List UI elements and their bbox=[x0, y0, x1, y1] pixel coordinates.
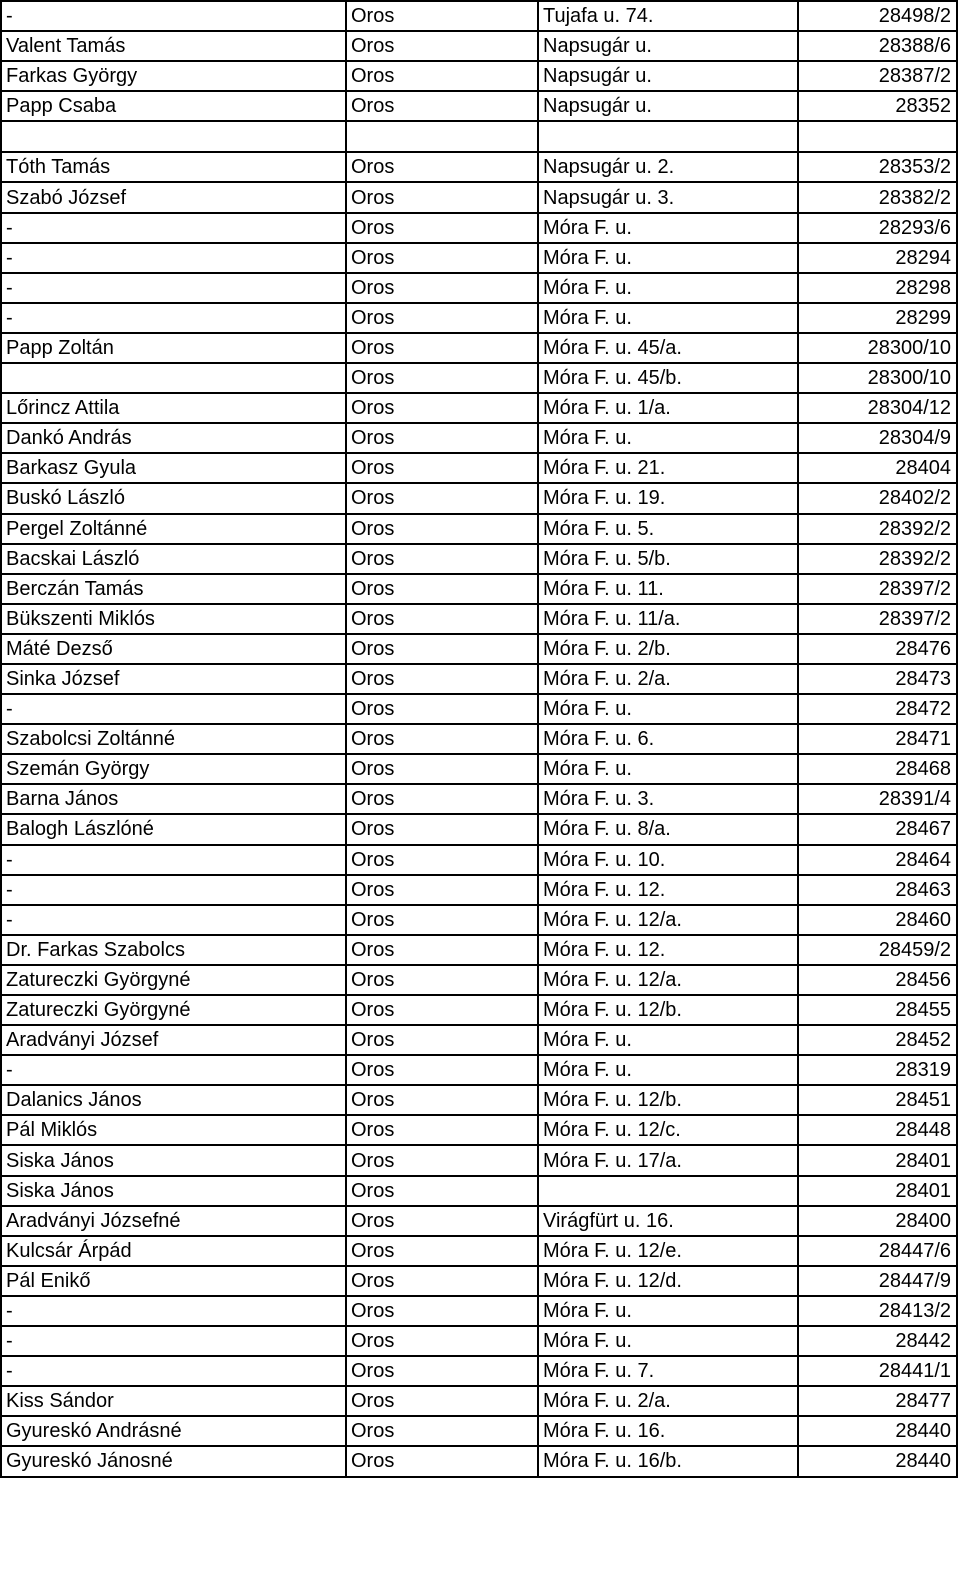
cell-town bbox=[346, 121, 538, 152]
cell-owner-name: - bbox=[1, 875, 346, 905]
cell-town: Oros bbox=[346, 1236, 538, 1266]
cell-street-address: Napsugár u. bbox=[538, 61, 798, 91]
cell-parcel-number: 28388/6 bbox=[798, 31, 957, 61]
cell-owner-name: Zatureczki Györgyné bbox=[1, 965, 346, 995]
cell-parcel-number: 28402/2 bbox=[798, 483, 957, 513]
cell-street-address: Móra F. u. bbox=[538, 1296, 798, 1326]
cell-street-address bbox=[538, 121, 798, 152]
cell-parcel-number: 28441/1 bbox=[798, 1356, 957, 1386]
table-row bbox=[1, 694, 957, 724]
cell-owner-name: Berczán Tamás bbox=[1, 574, 346, 604]
cell-street-address: Móra F. u. 1/a. bbox=[538, 393, 798, 423]
cell-owner-name bbox=[1, 121, 346, 152]
cell-street-address: Móra F. u. 17/a. bbox=[538, 1145, 798, 1175]
table-row bbox=[1, 483, 957, 513]
cell-parcel-number: 28451 bbox=[798, 1085, 957, 1115]
cell-parcel-number: 28300/10 bbox=[798, 363, 957, 393]
table-row bbox=[1, 634, 957, 664]
table-row bbox=[1, 604, 957, 634]
cell-street-address: Móra F. u. bbox=[538, 273, 798, 303]
cell-owner-name: - bbox=[1, 243, 346, 273]
cell-owner-name: Dr. Farkas Szabolcs bbox=[1, 935, 346, 965]
cell-town: Oros bbox=[346, 1176, 538, 1206]
table-row bbox=[1, 1386, 957, 1416]
table-row bbox=[1, 514, 957, 544]
cell-street-address: Móra F. u. 16. bbox=[538, 1416, 798, 1446]
cell-street-address: Móra F. u. 12. bbox=[538, 935, 798, 965]
cell-owner-name: Valent Tamás bbox=[1, 31, 346, 61]
cell-owner-name: Bacskai László bbox=[1, 544, 346, 574]
cell-owner-name: Máté Dezső bbox=[1, 634, 346, 664]
cell-owner-name: Pál Enikő bbox=[1, 1266, 346, 1296]
cell-parcel-number: 28471 bbox=[798, 724, 957, 754]
cell-parcel-number: 28353/2 bbox=[798, 152, 957, 182]
cell-owner-name: - bbox=[1, 1296, 346, 1326]
cell-owner-name: Aradványi Józsefné bbox=[1, 1206, 346, 1236]
cell-parcel-number: 28447/6 bbox=[798, 1236, 957, 1266]
table-row bbox=[1, 664, 957, 694]
cell-street-address: Móra F. u. bbox=[538, 303, 798, 333]
cell-town: Oros bbox=[346, 1266, 538, 1296]
cell-street-address: Móra F. u. bbox=[538, 754, 798, 784]
cell-town: Oros bbox=[346, 1085, 538, 1115]
cell-parcel-number: 28392/2 bbox=[798, 544, 957, 574]
cell-parcel-number: 28460 bbox=[798, 905, 957, 935]
cell-parcel-number: 28401 bbox=[798, 1176, 957, 1206]
cell-street-address: Móra F. u. bbox=[538, 1025, 798, 1055]
cell-owner-name: Sinka József bbox=[1, 664, 346, 694]
table-row bbox=[1, 1176, 957, 1206]
cell-street-address: Móra F. u. 45/a. bbox=[538, 333, 798, 363]
cell-parcel-number: 28440 bbox=[798, 1416, 957, 1446]
cell-parcel-number: 28452 bbox=[798, 1025, 957, 1055]
cell-owner-name: Gyureskó Jánosné bbox=[1, 1446, 346, 1476]
cell-street-address: Móra F. u. 6. bbox=[538, 724, 798, 754]
cell-owner-name: Lőrincz Attila bbox=[1, 393, 346, 423]
table-row bbox=[1, 393, 957, 423]
table-row bbox=[1, 243, 957, 273]
cell-parcel-number: 28472 bbox=[798, 694, 957, 724]
cell-street-address: Móra F. u. 12/a. bbox=[538, 965, 798, 995]
table-row bbox=[1, 814, 957, 844]
cell-parcel-number: 28456 bbox=[798, 965, 957, 995]
cell-town: Oros bbox=[346, 152, 538, 182]
cell-owner-name: Zatureczki Györgyné bbox=[1, 995, 346, 1025]
cell-owner-name: - bbox=[1, 905, 346, 935]
cell-owner-name: Papp Zoltán bbox=[1, 333, 346, 363]
cell-street-address: Móra F. u. bbox=[538, 423, 798, 453]
table-row bbox=[1, 1266, 957, 1296]
table-row bbox=[1, 784, 957, 814]
table-row bbox=[1, 1446, 957, 1476]
cell-street-address: Napsugár u. 2. bbox=[538, 152, 798, 182]
cell-street-address: Móra F. u. 11/a. bbox=[538, 604, 798, 634]
cell-parcel-number: 28300/10 bbox=[798, 333, 957, 363]
cell-street-address: Móra F. u. 5/b. bbox=[538, 544, 798, 574]
cell-street-address bbox=[538, 1176, 798, 1206]
cell-parcel-number: 28293/6 bbox=[798, 213, 957, 243]
cell-town: Oros bbox=[346, 875, 538, 905]
cell-parcel-number: 28447/9 bbox=[798, 1266, 957, 1296]
cell-town: Oros bbox=[346, 935, 538, 965]
cell-town: Oros bbox=[346, 363, 538, 393]
cell-town: Oros bbox=[346, 724, 538, 754]
cell-town: Oros bbox=[346, 453, 538, 483]
cell-street-address: Tujafa u. 74. bbox=[538, 1, 798, 31]
cell-street-address: Móra F. u. 2/a. bbox=[538, 1386, 798, 1416]
cell-town: Oros bbox=[346, 965, 538, 995]
table-row bbox=[1, 333, 957, 363]
cell-parcel-number: 28400 bbox=[798, 1206, 957, 1236]
cell-parcel-number: 28319 bbox=[798, 1055, 957, 1085]
cell-owner-name: Kulcsár Árpád bbox=[1, 1236, 346, 1266]
cell-town: Oros bbox=[346, 1416, 538, 1446]
cell-parcel-number: 28397/2 bbox=[798, 604, 957, 634]
table-row bbox=[1, 1416, 957, 1446]
cell-parcel-number: 28473 bbox=[798, 664, 957, 694]
cell-street-address: Móra F. u. 19. bbox=[538, 483, 798, 513]
cell-owner-name: Buskó László bbox=[1, 483, 346, 513]
table-row bbox=[1, 754, 957, 784]
cell-town: Oros bbox=[346, 814, 538, 844]
cell-town: Oros bbox=[346, 544, 538, 574]
table-row bbox=[1, 303, 957, 333]
cell-town: Oros bbox=[346, 333, 538, 363]
cell-owner-name bbox=[1, 363, 346, 393]
cell-town: Oros bbox=[346, 694, 538, 724]
table-row bbox=[1, 1326, 957, 1356]
cell-owner-name: Szabó József bbox=[1, 182, 346, 212]
cell-parcel-number: 28298 bbox=[798, 273, 957, 303]
table-row bbox=[1, 273, 957, 303]
table-row bbox=[1, 31, 957, 61]
cell-street-address: Móra F. u. 12/b. bbox=[538, 1085, 798, 1115]
table-row bbox=[1, 965, 957, 995]
cell-town: Oros bbox=[346, 634, 538, 664]
cell-street-address: Virágfürt u. 16. bbox=[538, 1206, 798, 1236]
cell-owner-name: Siska János bbox=[1, 1176, 346, 1206]
cell-street-address: Móra F. u. 12/d. bbox=[538, 1266, 798, 1296]
cell-town: Oros bbox=[346, 483, 538, 513]
cell-parcel-number: 28468 bbox=[798, 754, 957, 784]
cell-parcel-number: 28498/2 bbox=[798, 1, 957, 31]
table-row bbox=[1, 845, 957, 875]
cell-street-address: Móra F. u. 2/b. bbox=[538, 634, 798, 664]
cell-street-address: Móra F. u. bbox=[538, 243, 798, 273]
cell-street-address: Móra F. u. bbox=[538, 1055, 798, 1085]
cell-parcel-number: 28448 bbox=[798, 1115, 957, 1145]
cell-owner-name: Siska János bbox=[1, 1145, 346, 1175]
table-row bbox=[1, 875, 957, 905]
cell-street-address: Napsugár u. bbox=[538, 91, 798, 121]
cell-town: Oros bbox=[346, 1356, 538, 1386]
cell-street-address: Móra F. u. 5. bbox=[538, 514, 798, 544]
cell-owner-name: Dalanics János bbox=[1, 1085, 346, 1115]
cell-parcel-number: 28397/2 bbox=[798, 574, 957, 604]
cell-parcel-number: 28352 bbox=[798, 91, 957, 121]
cell-parcel-number: 28387/2 bbox=[798, 61, 957, 91]
cell-owner-name: - bbox=[1, 1326, 346, 1356]
cell-street-address: Móra F. u. bbox=[538, 213, 798, 243]
cell-owner-name: Barkasz Gyula bbox=[1, 453, 346, 483]
cell-owner-name: Gyureskó Andrásné bbox=[1, 1416, 346, 1446]
cell-street-address: Móra F. u. 12/b. bbox=[538, 995, 798, 1025]
cell-owner-name: - bbox=[1, 1356, 346, 1386]
table-row bbox=[1, 61, 957, 91]
cell-street-address: Móra F. u. 7. bbox=[538, 1356, 798, 1386]
table-row bbox=[1, 574, 957, 604]
cell-town: Oros bbox=[346, 1025, 538, 1055]
cell-town: Oros bbox=[346, 1386, 538, 1416]
cell-parcel-number: 28304/12 bbox=[798, 393, 957, 423]
cell-parcel-number: 28455 bbox=[798, 995, 957, 1025]
table-row bbox=[1, 423, 957, 453]
cell-street-address: Móra F. u. bbox=[538, 694, 798, 724]
cell-parcel-number: 28413/2 bbox=[798, 1296, 957, 1326]
cell-parcel-number: 28382/2 bbox=[798, 182, 957, 212]
cell-town: Oros bbox=[346, 1, 538, 31]
cell-owner-name: Szemán György bbox=[1, 754, 346, 784]
cell-town: Oros bbox=[346, 664, 538, 694]
cell-owner-name: - bbox=[1, 213, 346, 243]
table-row bbox=[1, 91, 957, 121]
cell-street-address: Móra F. u. 45/b. bbox=[538, 363, 798, 393]
cell-street-address: Móra F. u. 12/a. bbox=[538, 905, 798, 935]
cell-parcel-number: 28463 bbox=[798, 875, 957, 905]
cell-owner-name: Aradványi József bbox=[1, 1025, 346, 1055]
cell-town: Oros bbox=[346, 754, 538, 784]
table-row bbox=[1, 363, 957, 393]
table-row bbox=[1, 1115, 957, 1145]
table-row bbox=[1, 1236, 957, 1266]
cell-owner-name: - bbox=[1, 694, 346, 724]
cell-parcel-number: 28391/4 bbox=[798, 784, 957, 814]
table-row bbox=[1, 1206, 957, 1236]
cell-owner-name: - bbox=[1, 1055, 346, 1085]
table-row bbox=[1, 1145, 957, 1175]
cell-owner-name: - bbox=[1, 845, 346, 875]
cell-street-address: Móra F. u. 3. bbox=[538, 784, 798, 814]
table-row bbox=[1, 1055, 957, 1085]
cell-parcel-number: 28404 bbox=[798, 453, 957, 483]
cell-street-address: Móra F. u. 12/c. bbox=[538, 1115, 798, 1145]
cell-parcel-number: 28440 bbox=[798, 1446, 957, 1476]
cell-town: Oros bbox=[346, 61, 538, 91]
cell-parcel-number: 28294 bbox=[798, 243, 957, 273]
table-row bbox=[1, 1, 957, 31]
cell-parcel-number: 28477 bbox=[798, 1386, 957, 1416]
cell-owner-name: Dankó András bbox=[1, 423, 346, 453]
cell-town: Oros bbox=[346, 243, 538, 273]
cell-owner-name: Tóth Tamás bbox=[1, 152, 346, 182]
cell-town: Oros bbox=[346, 574, 538, 604]
table-row bbox=[1, 1356, 957, 1386]
cell-town: Oros bbox=[346, 1055, 538, 1085]
table-row bbox=[1, 453, 957, 483]
cell-parcel-number: 28299 bbox=[798, 303, 957, 333]
cell-town: Oros bbox=[346, 1296, 538, 1326]
cell-parcel-number: 28467 bbox=[798, 814, 957, 844]
cell-parcel-number: 28442 bbox=[798, 1326, 957, 1356]
cell-owner-name: Szabolcsi Zoltánné bbox=[1, 724, 346, 754]
cell-street-address: Móra F. u. 2/a. bbox=[538, 664, 798, 694]
cell-street-address: Móra F. u. 10. bbox=[538, 845, 798, 875]
cell-owner-name: Pergel Zoltánné bbox=[1, 514, 346, 544]
cell-parcel-number bbox=[798, 121, 957, 152]
cell-parcel-number: 28476 bbox=[798, 634, 957, 664]
table-row bbox=[1, 213, 957, 243]
cell-parcel-number: 28464 bbox=[798, 845, 957, 875]
cell-owner-name: Bükszenti Miklós bbox=[1, 604, 346, 634]
table-row bbox=[1, 935, 957, 965]
cell-owner-name: Barna János bbox=[1, 784, 346, 814]
cell-town: Oros bbox=[346, 1145, 538, 1175]
cell-town: Oros bbox=[346, 423, 538, 453]
cell-owner-name: Pál Miklós bbox=[1, 1115, 346, 1145]
cell-parcel-number: 28459/2 bbox=[798, 935, 957, 965]
cell-parcel-number: 28304/9 bbox=[798, 423, 957, 453]
table-row bbox=[1, 182, 957, 212]
cell-town: Oros bbox=[346, 1115, 538, 1145]
cell-town: Oros bbox=[346, 31, 538, 61]
table-row bbox=[1, 152, 957, 182]
cell-town: Oros bbox=[346, 182, 538, 212]
cell-town: Oros bbox=[346, 393, 538, 423]
cell-street-address: Napsugár u. 3. bbox=[538, 182, 798, 212]
cell-owner-name: Balogh Lászlóné bbox=[1, 814, 346, 844]
cell-street-address: Móra F. u. 8/a. bbox=[538, 814, 798, 844]
cell-town: Oros bbox=[346, 995, 538, 1025]
cell-town: Oros bbox=[346, 91, 538, 121]
cell-town: Oros bbox=[346, 845, 538, 875]
cell-parcel-number: 28392/2 bbox=[798, 514, 957, 544]
table-row bbox=[1, 121, 957, 152]
cell-town: Oros bbox=[346, 905, 538, 935]
cell-street-address: Móra F. u. 12/e. bbox=[538, 1236, 798, 1266]
cell-street-address: Móra F. u. 12. bbox=[538, 875, 798, 905]
cell-town: Oros bbox=[346, 1206, 538, 1236]
table-row bbox=[1, 544, 957, 574]
cell-owner-name: Papp Csaba bbox=[1, 91, 346, 121]
cell-town: Oros bbox=[346, 514, 538, 544]
cell-street-address: Napsugár u. bbox=[538, 31, 798, 61]
cell-street-address: Móra F. u. 16/b. bbox=[538, 1446, 798, 1476]
cell-owner-name: - bbox=[1, 1, 346, 31]
cell-town: Oros bbox=[346, 273, 538, 303]
cell-owner-name: - bbox=[1, 303, 346, 333]
table-body bbox=[1, 1, 957, 1477]
cell-town: Oros bbox=[346, 784, 538, 814]
table-row bbox=[1, 1025, 957, 1055]
cell-street-address: Móra F. u. 21. bbox=[538, 453, 798, 483]
table-row bbox=[1, 724, 957, 754]
cell-town: Oros bbox=[346, 604, 538, 634]
cell-town: Oros bbox=[346, 303, 538, 333]
cell-owner-name: - bbox=[1, 273, 346, 303]
cell-owner-name: Farkas György bbox=[1, 61, 346, 91]
cell-owner-name: Kiss Sándor bbox=[1, 1386, 346, 1416]
cell-town: Oros bbox=[346, 1446, 538, 1476]
table-row bbox=[1, 1085, 957, 1115]
cell-street-address: Móra F. u. bbox=[538, 1326, 798, 1356]
cell-street-address: Móra F. u. 11. bbox=[538, 574, 798, 604]
table-row bbox=[1, 1296, 957, 1326]
cell-parcel-number: 28401 bbox=[798, 1145, 957, 1175]
cell-town: Oros bbox=[346, 1326, 538, 1356]
table-row bbox=[1, 995, 957, 1025]
table-row bbox=[1, 905, 957, 935]
cell-town: Oros bbox=[346, 213, 538, 243]
